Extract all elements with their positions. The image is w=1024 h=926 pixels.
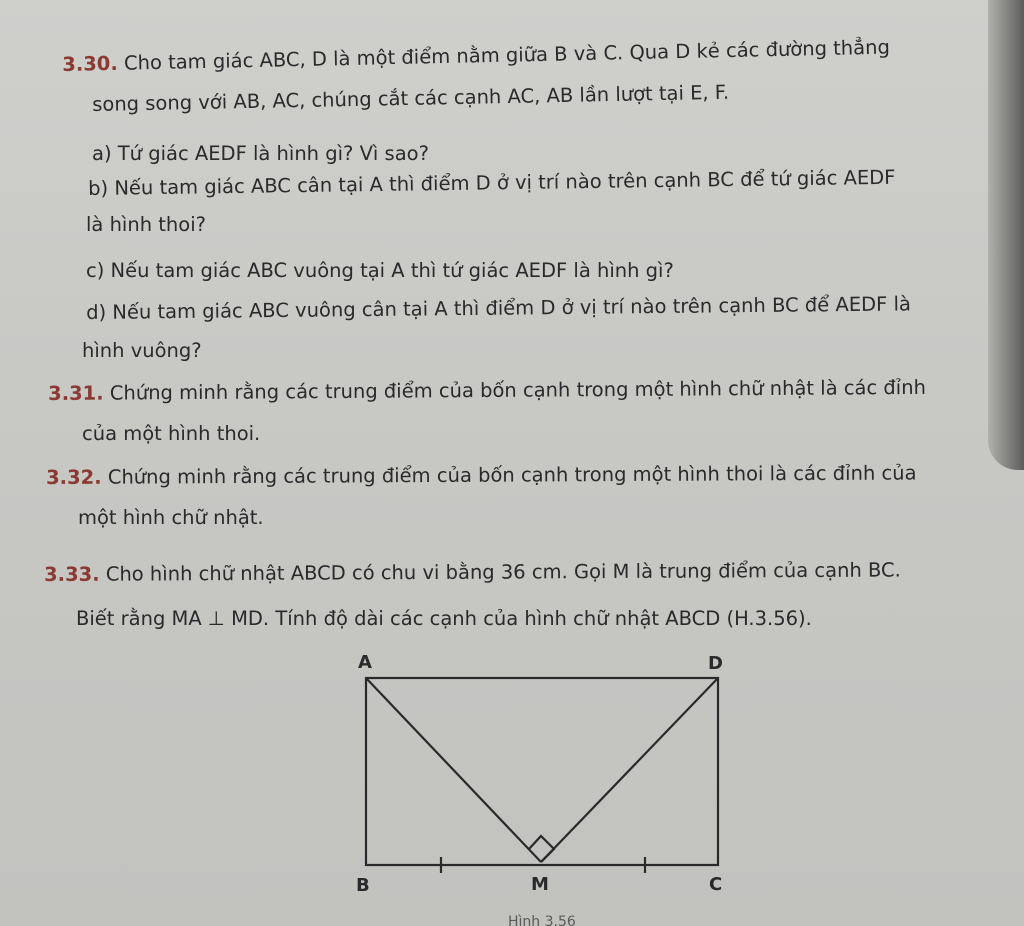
problem-text: Cho tam giác ABC, D là một điểm nằm giữa B và C. Qua D kẻ các đường thẳng	[123, 35, 891, 75]
figure-caption: Hình 3.56	[508, 914, 576, 926]
problem-3-33-line2: Biết rằng MA ⊥ MD. Tính độ dài các cạnh của hình chữ nhật ABCD (H.3.56).	[76, 607, 812, 630]
problem-text: Chứng minh rằng các trung điểm của bốn cạnh trong một hình thoi là các đỉnh của	[107, 461, 917, 489]
problem-3-30-line2: song song với AB, AC, chúng cắt các cạnh AC, AB lần lượt tại E, F.	[92, 80, 730, 116]
problem-number: 3.32.	[46, 465, 102, 489]
problem-number: 3.31.	[48, 381, 104, 405]
problem-3-30-a: a) Tứ giác AEDF là hình gì? Vì sao?	[92, 142, 429, 165]
label-m: M	[531, 874, 549, 895]
segment-md	[541, 678, 718, 862]
problem-3-32-line2: một hình chữ nhật.	[78, 506, 264, 529]
problem-3-30-d1: d) Nếu tam giác ABC vuông cân tại A thì điểm D ở vị trí nào trên cạnh BC để AEDF là	[86, 292, 912, 324]
label-a: A	[358, 652, 372, 673]
problem-3-30-c: c) Nếu tam giác ABC vuông tại A thì tứ giác AEDF là hình gì?	[86, 259, 674, 282]
problem-number: 3.30.	[62, 51, 119, 76]
problem-text: Chứng minh rằng các trung điểm của bốn cạnh trong một hình chữ nhật là các đỉnh	[109, 375, 926, 405]
label-b: B	[356, 875, 370, 896]
right-angle-mark	[529, 836, 554, 862]
problem-3-30-b1: b) Nếu tam giác ABC cân tại A thì điểm D ở vị trí nào trên cạnh BC để tứ giác AEDF	[88, 165, 896, 200]
label-d: D	[708, 653, 723, 674]
problem-text: Cho hình chữ nhật ABCD có chu vi bằng 36 cm. Gọi M là trung điểm của cạnh BC.	[105, 558, 901, 586]
problem-number: 3.33.	[44, 562, 100, 586]
segment-ma	[366, 678, 541, 862]
problem-3-30-b2: là hình thoi?	[86, 213, 206, 236]
problem-3-31-line2: của một hình thoi.	[82, 422, 261, 445]
problem-3-30-d2: hình vuông?	[82, 339, 202, 362]
label-c: C	[709, 874, 723, 895]
